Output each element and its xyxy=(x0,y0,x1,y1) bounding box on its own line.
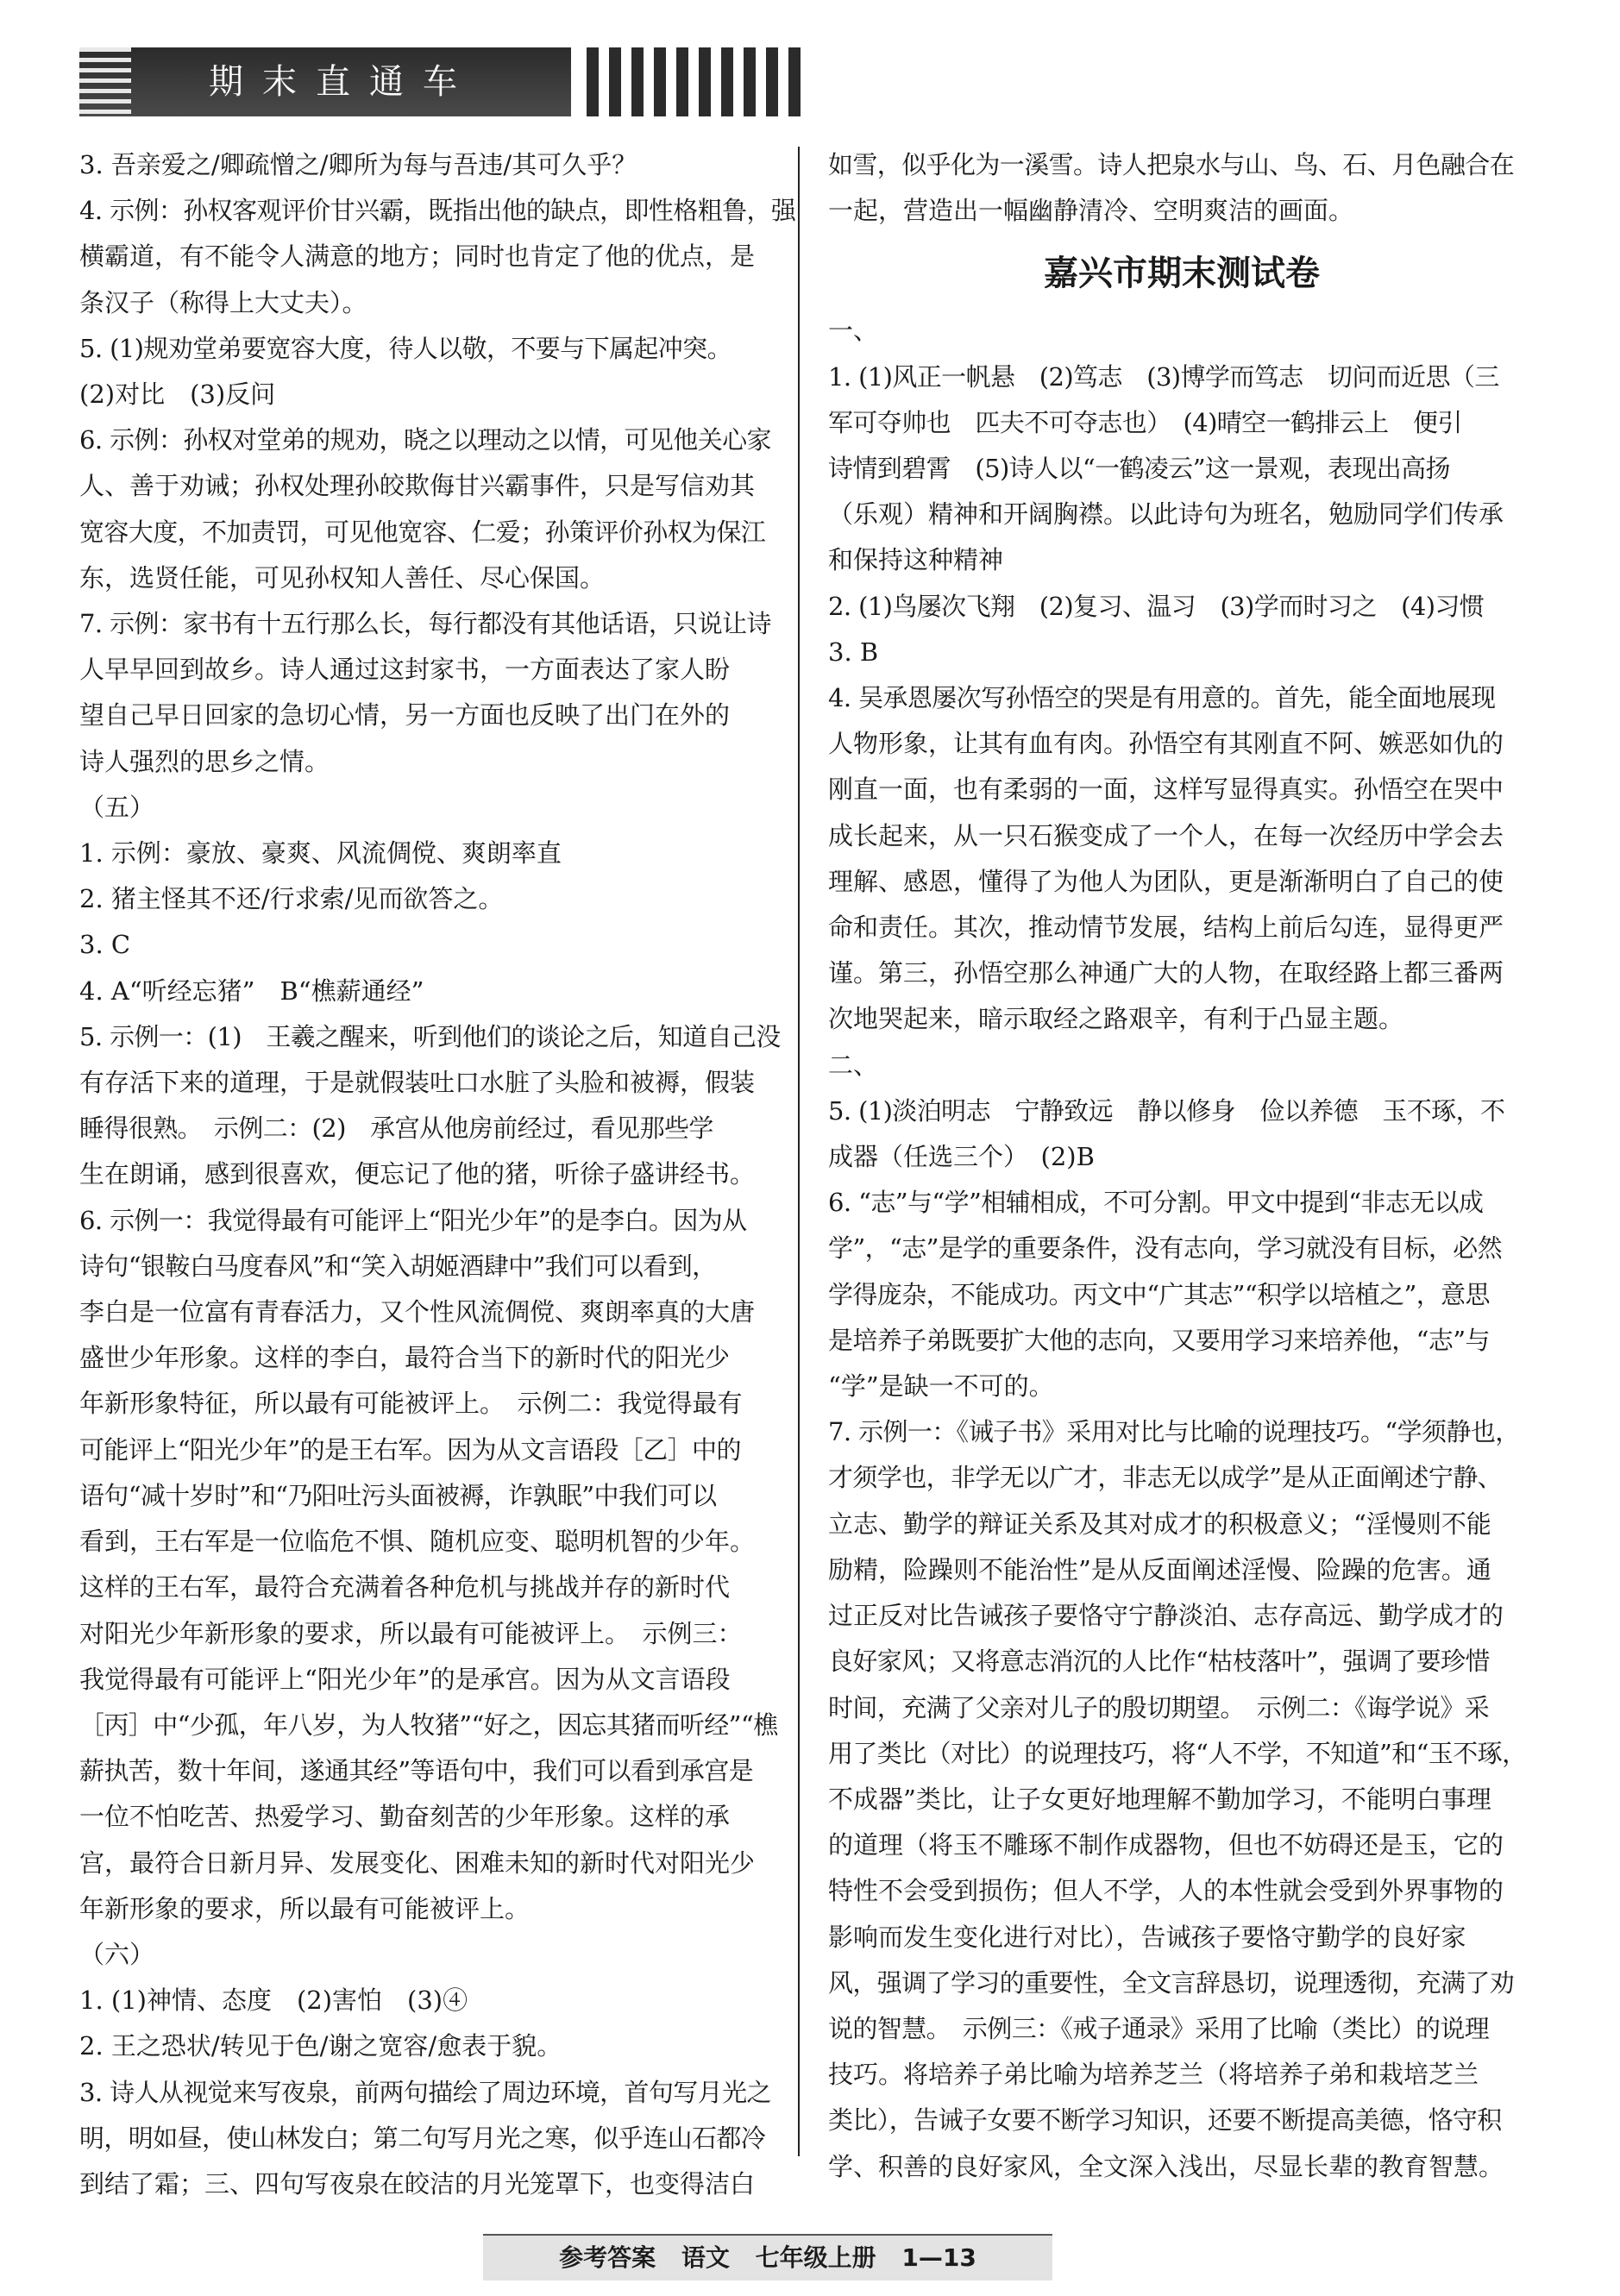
footer-subject: 语文 xyxy=(681,2243,730,2272)
text-line: 立志、勤学的辩证关系及其对成才的积极意义；“淫慢则不能 xyxy=(828,1509,1491,1539)
page-footer xyxy=(483,2234,1052,2280)
text-line: 3. B xyxy=(828,637,879,667)
text-line: 一起，营造出一幅幽静清冷、空明爽洁的画面。 xyxy=(828,196,1354,226)
text-line: 4. 吴承恩屡次写孙悟空的哭是有用意的。首先，能全面地展现 xyxy=(828,683,1496,713)
text-line: 二、 xyxy=(828,1050,879,1080)
text-line: 6. “志”与“学”相辅相成，不可分割。甲文中提到“非志无以成 xyxy=(828,1188,1484,1218)
text-line: 学”，“志”是学的重要条件，没有志向，学习就没有目标，必然 xyxy=(828,1233,1503,1264)
text-line: 6. 示例：孙权对堂弟的规劝，晓之以理动之以情，可见他关心家 xyxy=(79,425,771,455)
text-line: 诗情到碧霄 (5)诗人以“一鹤凌云”这一景观，表现出高扬 xyxy=(828,454,1450,484)
text-line: 是培养子弟既要扩大他的志向，又要用学习来培养他，“志”与 xyxy=(828,1325,1490,1355)
text-line: 4. A“听经忘猪” B“樵薪通经” xyxy=(79,975,424,1006)
text-line: 诗句“银鞍白马度春风”和“笑入胡姬酒肆中”我们可以看到， xyxy=(79,1251,717,1281)
text-line: 时间，充满了父亲对儿子的殷切期望。 示例二：《诲学说》采 xyxy=(828,1692,1490,1722)
text-line: 年新形象特征，所以最有可能被评上。 示例二：我觉得最有 xyxy=(79,1389,743,1419)
text-line: 的道理（将玉不雕琢不制作成器物，但也不妨碍还是玉，它的 xyxy=(828,1830,1504,1860)
text-line: 刚直一面，也有柔弱的一面，这样写显得真实。孙悟空在哭中 xyxy=(828,775,1504,805)
text-line: 谨。第三，孙悟空那么神通广大的人物，在取经路上都三番两 xyxy=(828,958,1504,988)
text-line: 如雪，似乎化为一溪雪。诗人把泉水与山、鸟、石、月色融合在 xyxy=(828,150,1515,179)
text-line: 4. 示例：孙权客观评价甘兴霸，既指出他的缺点，即性格粗鲁，强 xyxy=(79,196,796,226)
text-line: 说的智慧。 示例三：《戒子通录》采用了比喻（类比）的说理 xyxy=(828,2013,1490,2043)
left-column xyxy=(79,142,796,2207)
header-banner xyxy=(79,47,571,116)
text-line: 横霸道，有不能令人满意的地方；同时也肯定了他的优点，是 xyxy=(79,242,756,272)
text-line: 诗人强烈的思乡之情。 xyxy=(79,746,330,776)
text-line: 语句“减十岁时”和“乃阳吐污头面被褥，诈孰眠”中我们可以 xyxy=(79,1480,717,1510)
text-line: 2. 王之恐状/转见于色/谢之宽容/愈表于貌。 xyxy=(79,2031,562,2061)
text-line: 过正反对比告诫孩子要恪守宁静淡泊、志存高远、勤学成才的 xyxy=(828,1601,1504,1631)
header-stripes-decoration xyxy=(587,47,811,116)
text-line: 1. 示例：豪放、豪爽、风流倜傥、爽朗率直 xyxy=(79,838,562,869)
text-line: 人物形象，让其有血有肉。孙悟空有其刚直不阿、嫉恶如仇的 xyxy=(828,729,1504,759)
header-title: 期末直通车 xyxy=(209,62,476,102)
text-line: 5. 示例一：(1) 王羲之醒来，听到他们的谈论之后，知道自己没 xyxy=(79,1021,781,1051)
text-line: 技巧。将培养子弟比喻为培养芝兰（将培养子弟和栽培芝兰 xyxy=(828,2060,1479,2090)
text-line: 励精，险躁则不能治性”是从反面阐述淫慢、险躁的危害。通 xyxy=(828,1554,1491,1584)
text-line: 有存活下来的道理，于是就假装吐口水脏了头脸和被褥，假装 xyxy=(79,1068,756,1098)
text-line: 宽容大度，不加责罚，可见他宽容、仁爱；孙策评价孙权为保江 xyxy=(79,517,766,547)
text-line: 7. 示例一：《诫子书》采用对比与比喻的说理技巧。“学须静也， xyxy=(828,1417,1520,1447)
text-line: 条汉子（称得上大丈夫）。 xyxy=(79,287,367,317)
text-line: （五） xyxy=(79,792,155,822)
right-top-text xyxy=(828,142,1535,234)
text-line: 风，强调了学习的重要性，全文言辞恳切，说理透彻，充满了劝 xyxy=(828,1967,1515,1998)
text-line: 和保持这种精神 xyxy=(828,545,1004,575)
column-divider xyxy=(798,147,800,2156)
text-line: 3. C xyxy=(79,930,131,960)
text-line: 东，选贤任能，可见孙权知人善任、尽心保国。 xyxy=(79,562,606,593)
text-line: 看到，王右军是一位临危不惧、随机应变、聪明机智的少年。 xyxy=(79,1527,756,1557)
text-line: 影响而发生变化进行对比），告诫孩子要恪守勤学的良好家 xyxy=(828,1922,1466,1952)
section-title: 嘉兴市期末测试卷 xyxy=(1044,254,1320,294)
footer-label: 参考答案 xyxy=(559,2243,656,2272)
text-line: 特性不会受到损伤；但人不学，人的本性就会受到外界事物的 xyxy=(828,1876,1504,1906)
text-line: 人、善于劝诫；孙权处理孙皎欺侮甘兴霸事件，只是写信劝其 xyxy=(79,471,756,501)
text-line: 1. (1)风正一帆悬 (2)笃志 (3)博学而笃志 切问而近思（三 xyxy=(828,361,1499,392)
text-line: 军可夺帅也 匹夫不可夺志也） (4)晴空一鹤排云上 便引 xyxy=(828,407,1462,437)
text-line: ［丙］中“少孤，年八岁，为人牧猪”“好之，因忘其猪而听经”“樵 xyxy=(79,1709,778,1740)
text-line: 2. 猪主怪其不还/行求索/见而欲答之。 xyxy=(79,884,504,914)
text-line: “学”是缺一不可的。 xyxy=(828,1371,1054,1402)
text-line: 这样的王右军，最符合充满着各种危机与挑战并存的新时代 xyxy=(79,1572,731,1603)
text-line: 良好家风；又将意志消沉的人比作“枯枝落叶”，强调了要珍惜 xyxy=(828,1647,1490,1677)
text-line: 才须学也，非学无以广才，非志无以成学”是从正面阐述宁静、 xyxy=(828,1463,1503,1493)
text-line: 盛世少年形象。这样的李白，最符合当下的新时代的阳光少 xyxy=(79,1343,731,1373)
text-line: 人早早回到故乡。诗人通过这封家书，一方面表达了家人盼 xyxy=(79,655,731,685)
text-line: 3. 诗人从视觉来写夜泉，前两句描绘了周边环境，首句写月光之 xyxy=(79,2077,771,2107)
text-line: 5. (1)淡泊明志 宁静致远 静以修身 俭以养德 玉不琢，不 xyxy=(828,1095,1505,1126)
text-line: 宫，最符合日新月异、发展变化、困难未知的新时代对阳光少 xyxy=(79,1847,756,1878)
text-line: 年新形象的要求，所以最有可能被评上。 xyxy=(79,1893,531,1923)
text-line: 理解、感恩，懂得了为他人为团队，更是渐渐明白了自己的使 xyxy=(828,866,1504,896)
text-line: 明，明如昼，使山林发白；第二句写月光之寒，似乎连山石都冷 xyxy=(79,2123,766,2153)
header-lines-decoration xyxy=(79,47,131,116)
text-line: 李白是一位富有青春活力，又个性风流倜傥、爽朗率真的大唐 xyxy=(79,1297,756,1327)
text-line: 生在朗诵，感到很喜欢，便忘记了他的猪，听徐子盛讲经书。 xyxy=(79,1159,756,1189)
text-line: 对阳光少年新形象的要求，所以最有可能被评上。 示例三： xyxy=(79,1618,743,1648)
text-line: 成长起来，从一只石猴变成了一个人，在每一次经历中学会去 xyxy=(828,820,1504,850)
text-line: 学得庞杂，不能成功。丙文中“广其志”“积学以培植之”，意思 xyxy=(828,1279,1490,1309)
text-line: 一、 xyxy=(828,316,879,346)
text-line: 5. (1)规劝堂弟要宽容大度，待人以敬，不要与下属起冲突。 xyxy=(79,333,732,363)
text-line: 1. (1)神情、态度 (2)害怕 (3)④ xyxy=(79,1985,468,2016)
text-line: （六） xyxy=(79,1939,155,1969)
footer-grade: 七年级上册 xyxy=(755,2243,876,2272)
text-line: 学、积善的良好家风，全文深入浅出，尽显长辈的教育智慧。 xyxy=(828,2151,1504,2181)
text-line: 次地哭起来，暗示取经之路艰辛，有利于凸显主题。 xyxy=(828,1004,1404,1034)
text-line: 望自己早日回家的急切心情，另一方面也反映了出门在外的 xyxy=(79,700,731,731)
text-line: 3. 吾亲爱之/卿疏憎之/卿所为每与吾违/其可久乎？ xyxy=(79,150,637,179)
text-line: 成器（任选三个） (2)B xyxy=(828,1142,1095,1172)
text-line: 一位不怕吃苦、热爱学习、勤奋刻苦的少年形象。这样的承 xyxy=(79,1802,731,1832)
text-line: 不成器”类比，让子女更好地理解不勤加学习，不能明白事理 xyxy=(828,1784,1491,1814)
text-line: (2)对比 (3)反问 xyxy=(79,380,276,410)
text-line: 薪执苦，数十年间，遂通其经”等语句中，我们可以看到承宫是 xyxy=(79,1756,754,1786)
text-line: 2. (1)鸟屡次飞翔 (2)复习、温习 (3)学而时习之 (4)习惯 xyxy=(828,591,1485,621)
footer-page-number: 1—13 xyxy=(901,2243,976,2272)
text-line: 7. 示例：家书有十五行那么长，每行都没有其他话语，只说让诗 xyxy=(79,609,771,639)
text-line: （乐观）精神和开阔胸襟。以此诗句为班名，勉励同学们传承 xyxy=(828,499,1504,530)
text-line: 睡得很熟。 示例二：(2) 承宫从他房前经过，看见那些学 xyxy=(79,1113,713,1144)
text-line: 命和责任。其次，推动情节发展，结构上前后勾连，显得更严 xyxy=(828,913,1504,943)
text-line: 6. 示例一：我觉得最有可能评上“阳光少年”的是李白。因为从 xyxy=(79,1205,747,1235)
text-line: 用了类比（对比）的说理技巧，将“人不学，不知道”和“玉不琢， xyxy=(828,1738,1527,1768)
text-line: 我觉得最有可能评上“阳光少年”的是承宫。因为从文言语段 xyxy=(79,1664,731,1694)
right-column xyxy=(828,142,1535,2190)
text-line: 可能评上“阳光少年”的是王右军。因为从文言语段［乙］中的 xyxy=(79,1434,741,1465)
text-line: 类比），告诫子女要不断学习知识，还要不断提高美德，恪守积 xyxy=(828,2105,1502,2136)
right-main-text xyxy=(828,308,1535,2189)
text-line: 到结了霜；三、四句写夜泉在皎洁的月光笼罩下，也变得洁白 xyxy=(79,2168,756,2199)
